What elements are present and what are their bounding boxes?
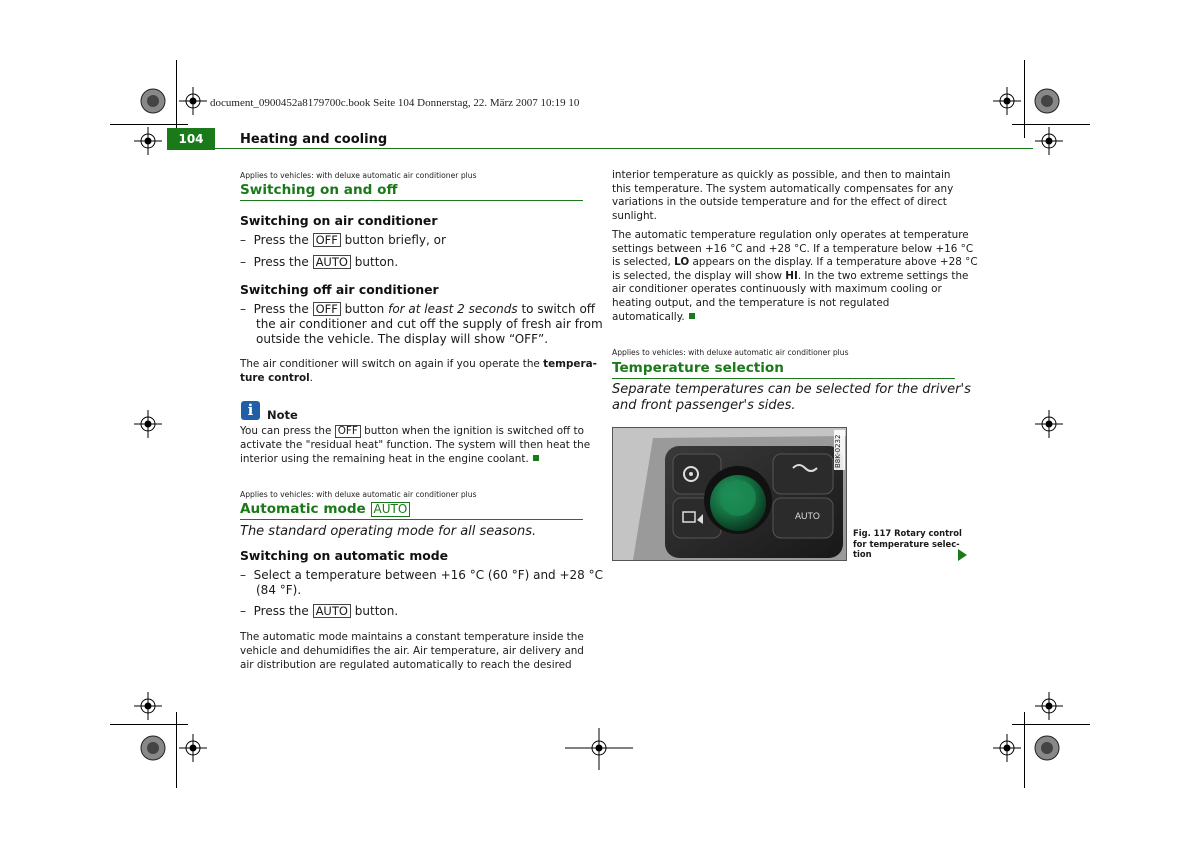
list-item: – Select a temperature between +16 °C (60 °F) and +28 °C <box>240 568 603 582</box>
note-text: interior using the remaining heat in the engine coolant. <box>240 453 539 467</box>
section-title-automatic: Automatic mode AUTO <box>240 501 583 520</box>
end-marker-icon <box>689 313 695 319</box>
paragraph: interior temperature as quickly as possible, and then to maintain <box>612 169 951 181</box>
paragraph: air distribution are regulated automatically to reach the desired <box>240 659 572 671</box>
figure-auto-label: AUTO <box>795 511 820 521</box>
applies-note: Applies to vehicles: with deluxe automatic air conditioner plus <box>240 490 477 499</box>
paragraph: is selected, LO appears on the display. If a temperature above +28 °C <box>612 256 978 268</box>
subheading-automatic: Switching on automatic mode <box>240 548 449 563</box>
info-icon: i <box>241 401 260 420</box>
section-title-switching: Switching on and off <box>240 182 583 201</box>
paragraph: air conditioner operates continuously with maximum cooling or <box>612 283 942 295</box>
paragraph: vehicle and dehumidifies the air. Air temperature, air delivery and <box>240 645 584 657</box>
section-lead: Separate temperatures can be selected for the driver's <box>612 382 971 397</box>
auto-key: AUTO <box>371 502 411 517</box>
paragraph: is selected, the display will show HI. In the two extreme settings the <box>612 270 969 282</box>
list-item: – Press the OFF button for at least 2 seconds to switch off <box>240 302 596 316</box>
auto-key: AUTO <box>313 255 351 269</box>
note-text: activate the "residual heat" function. The system will then heat the <box>240 439 591 451</box>
auto-key: AUTO <box>313 604 351 618</box>
paragraph: The automatic mode maintains a constant temperature inside the <box>240 631 584 643</box>
list-item: – Press the OFF button briefly, or <box>240 233 446 247</box>
figure-caption: tion <box>853 549 872 559</box>
note-text: You can press the OFF button when the ignition is switched off to <box>240 425 584 437</box>
paragraph: settings between +16 °C and +28 °C. If a temperature below +16 °C <box>612 243 974 255</box>
page-number: 104 <box>167 128 215 150</box>
list-item-continued: the air conditioner and cut off the supply of fresh air from <box>256 317 603 331</box>
list-item: – Press the AUTO button. <box>240 255 399 269</box>
subheading-switching-off: Switching off air conditioner <box>240 282 439 297</box>
off-key: OFF <box>313 233 341 247</box>
figure-rotary-control <box>612 427 847 561</box>
continue-arrow-icon <box>958 549 968 561</box>
paragraph: automatically. <box>612 311 695 325</box>
figure-code: B8K-0232 <box>834 434 842 468</box>
paragraph: heating output, and the temperature is not regulated <box>612 297 890 309</box>
header-rule <box>215 148 1033 149</box>
paragraph: The air conditioner will switch on again if you operate the tempera- <box>240 358 597 370</box>
figure-caption: Fig. 117 Rotary control <box>853 528 962 538</box>
section-lead: The standard operating mode for all seasons. <box>240 524 537 539</box>
subheading-switching-on: Switching on air conditioner <box>240 213 438 228</box>
list-item-continued: outside the vehicle. The display will show “OFF”. <box>256 332 549 346</box>
end-marker-icon <box>533 455 539 461</box>
rotary-control-illustration <box>613 428 846 560</box>
section-title-temperature: Temperature selection <box>612 360 955 379</box>
print-info: document_0900452a8179700c.book Seite 104 Donnerstag, 22. März 2007 10:19 10 <box>210 97 580 109</box>
section-lead: and front passenger's sides. <box>612 398 796 413</box>
paragraph: sunlight. <box>612 210 657 222</box>
paragraph: variations in the outside temperature and for the effect of direct <box>612 196 947 208</box>
list-item-continued: (84 °F). <box>256 583 302 597</box>
paragraph: ture control. <box>240 372 313 384</box>
note-label: Note <box>267 408 298 422</box>
off-key: OFF <box>313 302 341 316</box>
off-key: OFF <box>335 425 361 438</box>
paragraph: The automatic temperature regulation only operates at temperature <box>612 229 969 241</box>
applies-note: Applies to vehicles: with deluxe automatic air conditioner plus <box>612 348 849 357</box>
list-item: – Press the AUTO button. <box>240 604 399 618</box>
figure-caption: for temperature selec- <box>853 539 960 549</box>
page-title: Heating and cooling <box>240 132 388 147</box>
applies-note: Applies to vehicles: with deluxe automatic air conditioner plus <box>240 171 477 180</box>
paragraph: this temperature. The system automatically compensates for any <box>612 183 954 195</box>
